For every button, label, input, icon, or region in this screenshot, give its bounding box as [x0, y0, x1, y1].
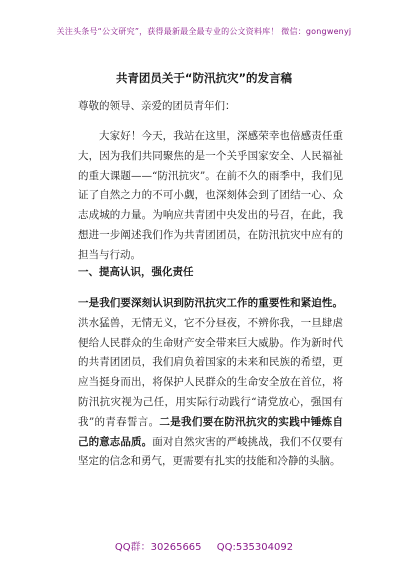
qq-group: QQ群：30265665 [114, 542, 202, 553]
greeting: 尊敬的领导、亲爱的团员青年们： [78, 100, 236, 112]
qq-number: QQ:535304092 [216, 542, 294, 553]
contact-footer [0, 538, 408, 553]
document-title: 共青团员关于“防汛抗灾”的发言稿 [115, 71, 293, 85]
section-heading-1: 一、提高认识，强化责任 [78, 266, 194, 278]
promo-header: 关注头条号“公文研究”，获得最新最全最专业的公文资料库！ 微信：gongwenyj [56, 27, 352, 36]
bold-point-2: 二是我们要在防汛抗灾的实践中锤炼自己的意志品质。 [78, 415, 344, 448]
point-2-text: 面对自然灾害的严峻挑战，我们不仅要有坚定的信念和勇气，更需要有扎实的技能和冷静的头脑。 [78, 435, 344, 468]
bold-point-1: 一是我们要深刻认识到防汛抗灾工作的重要性和紧迫性。 [78, 297, 343, 309]
paragraph-section-1 [78, 294, 343, 472]
point-1-text: 洪水猛兽，无情无义，它不分昼夜，不辨你我，一旦肆虐便给人民群众的生命财产安全带来巨大威胁。作为新时代的共青团团员，我们肩负着国家的未来和民族的希望，更应当挺身而出，将保护人民群众的生命安全放在首位，将防汛抗灾视为己任，用实际行动践行“请党放心，强国有我”的青春誓言。 [78, 316, 343, 428]
paragraph-intro: 大家好！今天，我站在这里，深感荣幸也倍感责任重大，因为我们共同聚焦的是一个关乎国家安全、人民福祉的重大课题——“防汛抗灾”。在前不久的雨季中，我们见证了自然之力的不可小觑，也深刻体会到了团结一心、众志成城的力量。为响应共青团中央发出的号召，在此，我想进一步阐述我们作为共青团团员，在防汛抗灾中应有的担当与行动。 [78, 130, 343, 261]
